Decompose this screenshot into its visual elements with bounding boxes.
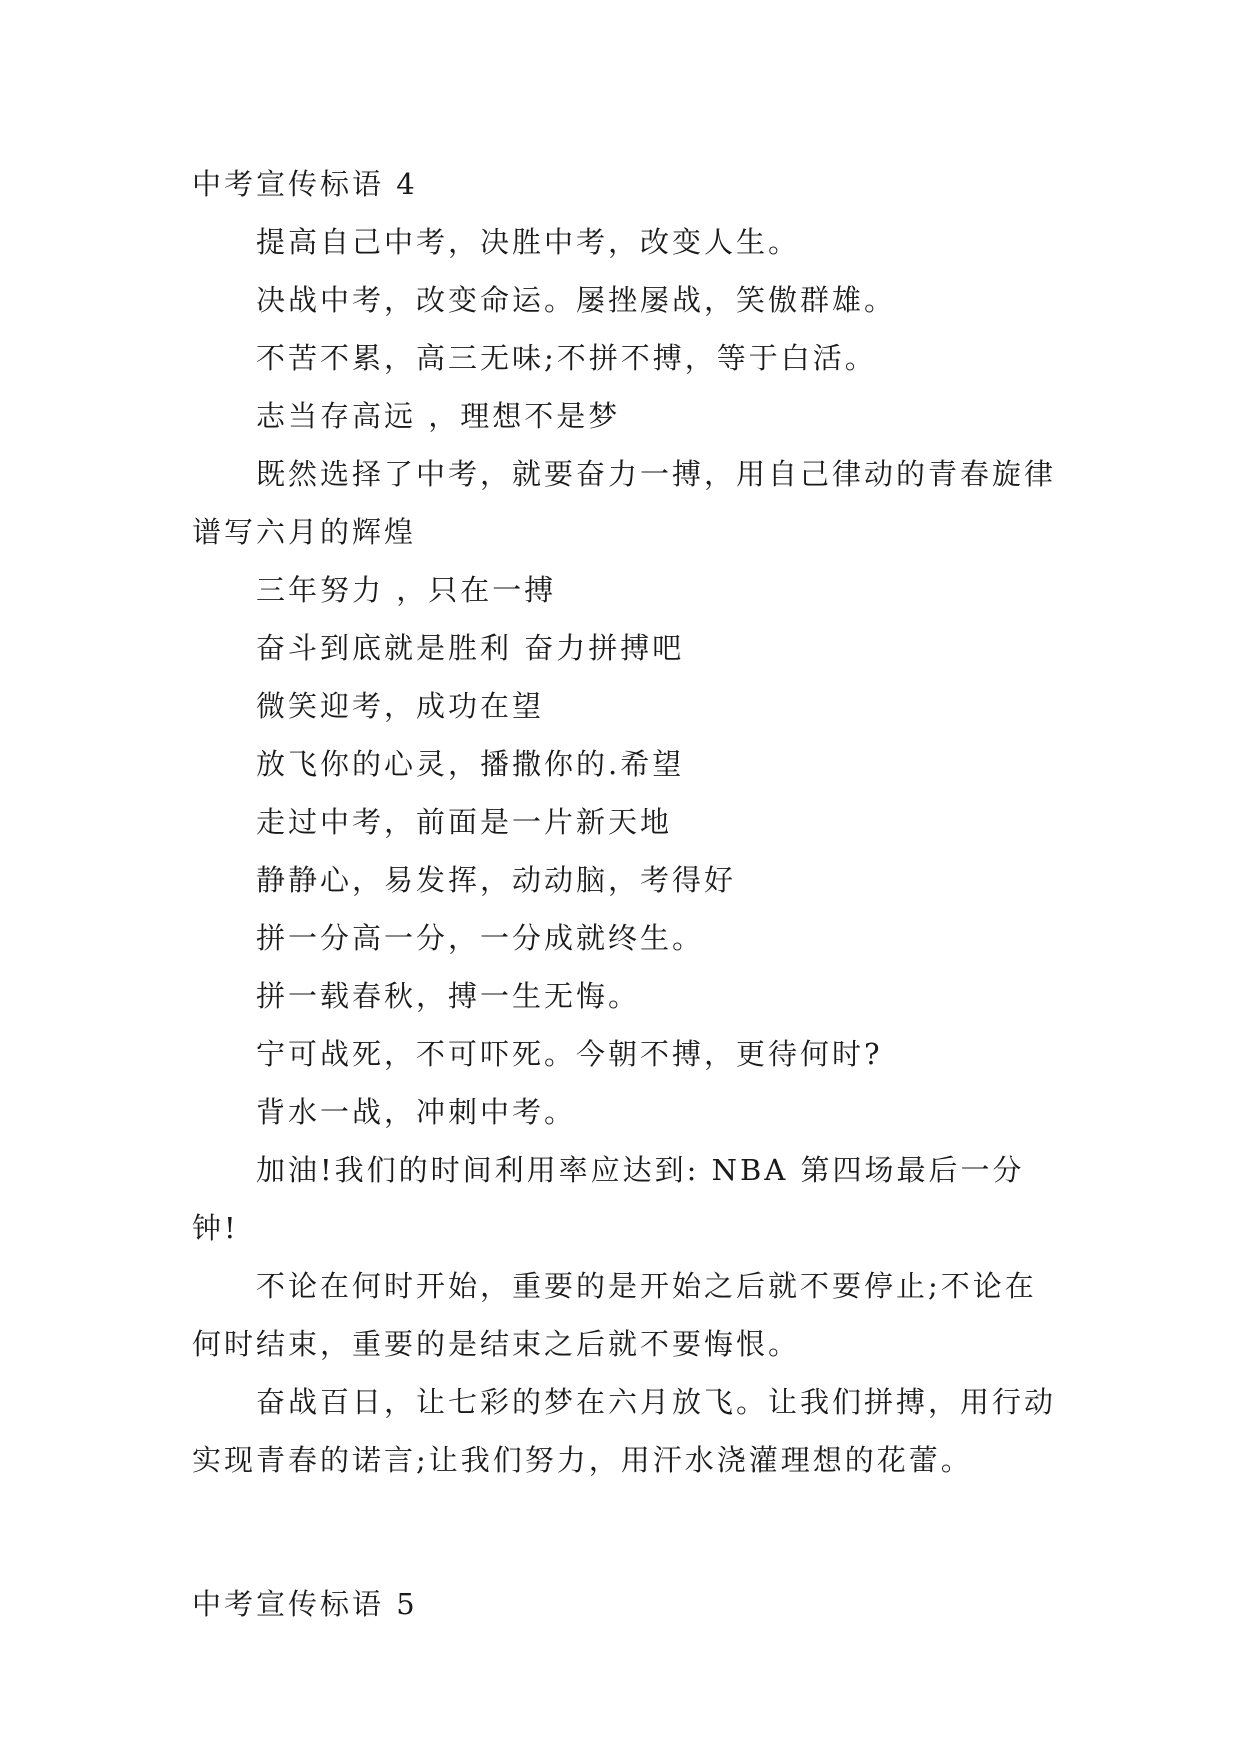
slogan-line-2: 决战中考，改变命运。屡挫屡战，笑傲群雄。 (256, 283, 897, 317)
slogan-line-13: 拼一载春秋，搏一生无悔。 (256, 979, 641, 1013)
section-heading-5: 中考宣传标语 5 (192, 1587, 418, 1621)
slogan-line-17: 不论在何时开始，重要的是开始之后就不要停止;不论在何时结束，重要的是结束之后就不要悔恨。 (192, 1269, 1037, 1361)
slogan-line-18: 奋战百日，让七彩的梦在六月放飞。让我们拼搏，用行动实现青春的诺言;让我们努力，用汗水浇灌理想的花蕾。 (192, 1385, 1057, 1477)
slogan-line-15: 背水一战，冲刺中考。 (256, 1095, 577, 1129)
document-body (192, 155, 1060, 1633)
slogan-line-16: 加油!我们的时间利用率应达到: NBA 第四场最后一分钟! (192, 1153, 1025, 1245)
slogan-line-14: 宁可战死，不可吓死。今朝不搏，更待何时? (256, 1037, 883, 1071)
slogan-line-7: 奋斗到底就是胜利 奋力拼搏吧 (256, 631, 685, 665)
slogan-line-10: 走过中考，前面是一片新天地 (256, 805, 673, 839)
slogan-line-5: 既然选择了中考，就要奋力一搏，用自己律动的青春旋律谱写六月的辉煌 (192, 457, 1057, 549)
slogan-line-12: 拼一分高一分，一分成就终生。 (256, 921, 705, 955)
slogan-line-9: 放飞你的心灵，播撒你的.希望 (256, 747, 685, 781)
section-spacer (192, 1489, 1060, 1575)
slogan-line-4: 志当存高远 ，理想不是梦 (256, 399, 621, 433)
slogan-line-8: 微笑迎考，成功在望 (256, 689, 545, 723)
slogan-line-6: 三年努力 ，只在一搏 (256, 573, 557, 607)
slogan-line-3: 不苦不累，高三无味;不拼不搏，等于白活。 (256, 341, 877, 375)
slogan-line-11: 静静心，易发挥，动动脑，考得好 (256, 863, 737, 897)
section-heading-4: 中考宣传标语 4 (192, 167, 418, 201)
slogan-line-1: 提高自己中考，决胜中考，改变人生。 (256, 225, 801, 259)
